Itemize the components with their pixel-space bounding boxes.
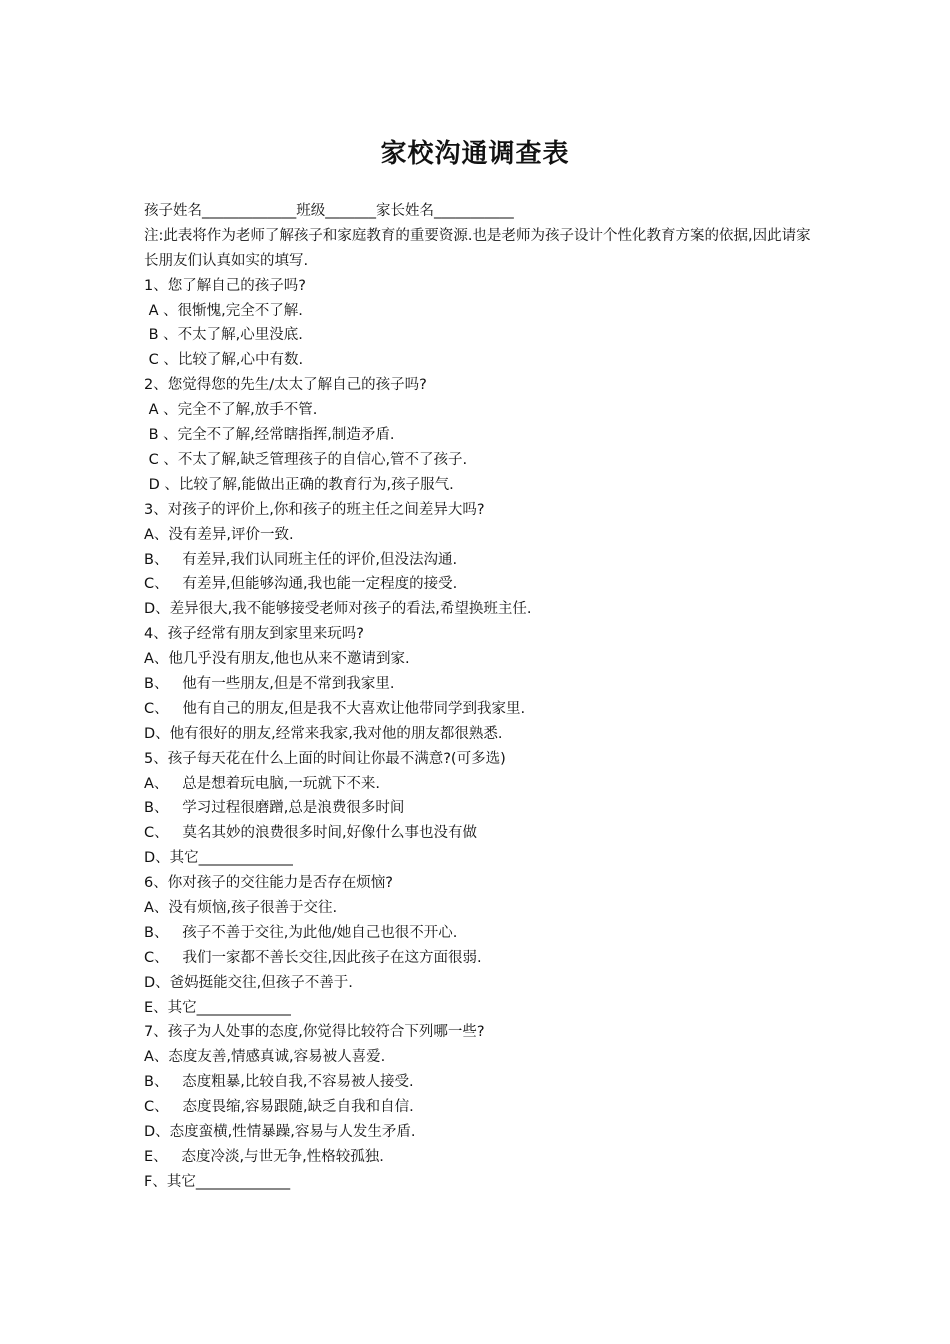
option-item: A、态度友善,情感真诚,容易被人喜爱. <box>144 1049 386 1066</box>
question-text: 3、对孩子的评价上,你和孩子的班主任之间差异大吗? <box>144 501 485 518</box>
option-item: D、态度蛮横,性情暴躁,容易与人发生矛盾. <box>144 1123 416 1140</box>
option-item: D 、比较了解,能做出正确的教育行为,孩子服气. <box>144 476 454 493</box>
option-item: F、其它_____________ <box>144 1173 291 1190</box>
option-item: E、其它_____________ <box>144 999 291 1016</box>
option-item: B、 有差异,我们认同班主任的评价,但没法沟通. <box>144 551 458 568</box>
option-item: B、 孩子不善于交往,为此他/她自己也很不开心. <box>144 924 458 941</box>
survey-body <box>144 199 824 1195</box>
option-item: B、 他有一些朋友,但是不常到我家里. <box>144 675 395 692</box>
question-block-1 <box>144 274 824 374</box>
option-item: D、其它_____________ <box>144 850 293 867</box>
question-block-5 <box>144 747 824 871</box>
option-item: A、 总是想着玩电脑,一玩就下不来. <box>144 775 380 792</box>
option-item: E、 态度冷淡,与世无争,性格较孤独. <box>144 1148 384 1165</box>
option-item: B、 态度粗暴,比较自我,不容易被人接受. <box>144 1074 414 1091</box>
option-item: B、 学习过程很磨蹭,总是浪费很多时间 <box>144 800 405 817</box>
option-item: C、 他有自己的朋友,但是我不大喜欢让他带同学到我家里. <box>144 700 526 717</box>
option-item: C、 态度畏缩,容易跟随,缺乏自我和自信. <box>144 1099 414 1116</box>
question-text: 2、您觉得您的先生/太太了解自己的孩子吗? <box>144 377 427 394</box>
question-block-3 <box>144 498 824 622</box>
option-item: C、 我们一家都不善长交往,因此孩子在这方面很弱. <box>144 949 482 966</box>
question-text: 1、您了解自己的孩子吗? <box>144 277 306 294</box>
option-item: A、没有烦恼,孩子很善于交往. <box>144 899 338 916</box>
document-title: 家校沟通调查表 <box>380 139 570 169</box>
option-item: A 、完全不了解,放手不管. <box>144 402 318 419</box>
option-item: B 、不太了解,心里没底. <box>144 327 303 344</box>
option-item: A、他几乎没有朋友,他也从来不邀请到家. <box>144 651 410 668</box>
header-fields: 孩子姓名_____________班级_______家长姓名___________ <box>144 203 514 219</box>
option-item: C、 有差异,但能够沟通,我也能一定程度的接受. <box>144 576 458 593</box>
question-block-2 <box>144 373 824 497</box>
option-item: D、爸妈挺能交往,但孩子不善于. <box>144 974 353 991</box>
option-item: B 、完全不了解,经常瞎指挥,制造矛盾. <box>144 427 395 444</box>
option-item: D、差异很大,我不能够接受老师对孩子的看法,希望换班主任. <box>144 601 532 618</box>
question-block-6 <box>144 871 824 1020</box>
question-text: 4、孩子经常有朋友到家里来玩吗? <box>144 626 364 643</box>
option-item: C 、比较了解,心中有数. <box>144 352 304 369</box>
question-block-7 <box>144 1020 824 1194</box>
option-item: C 、不太了解,缺乏管理孩子的自信心,管不了孩子. <box>144 451 468 468</box>
option-item: A 、很惭愧,完全不了解. <box>144 302 303 319</box>
instruction-note: 注:此表将作为老师了解孩子和家庭教育的重要资源.也是老师为孩子设计个性化教育方案的依据,因此请家长朋友们认真如实的填写. <box>144 227 811 269</box>
option-item: D、他有很好的朋友,经常来我家,我对他的朋友都很熟悉. <box>144 725 503 742</box>
question-text: 5、孩子每天花在什么上面的时间让你最不满意?(可多选) <box>144 750 506 767</box>
question-text: 6、你对孩子的交往能力是否存在烦恼? <box>144 875 393 892</box>
question-text: 7、孩子为人处事的态度,你觉得比较符合下列哪一些? <box>144 1024 485 1041</box>
option-item: C、 莫名其妙的浪费很多时间,好像什么事也没有做 <box>144 825 478 842</box>
question-block-4 <box>144 622 824 746</box>
option-item: A、没有差异,评价一致. <box>144 526 294 543</box>
